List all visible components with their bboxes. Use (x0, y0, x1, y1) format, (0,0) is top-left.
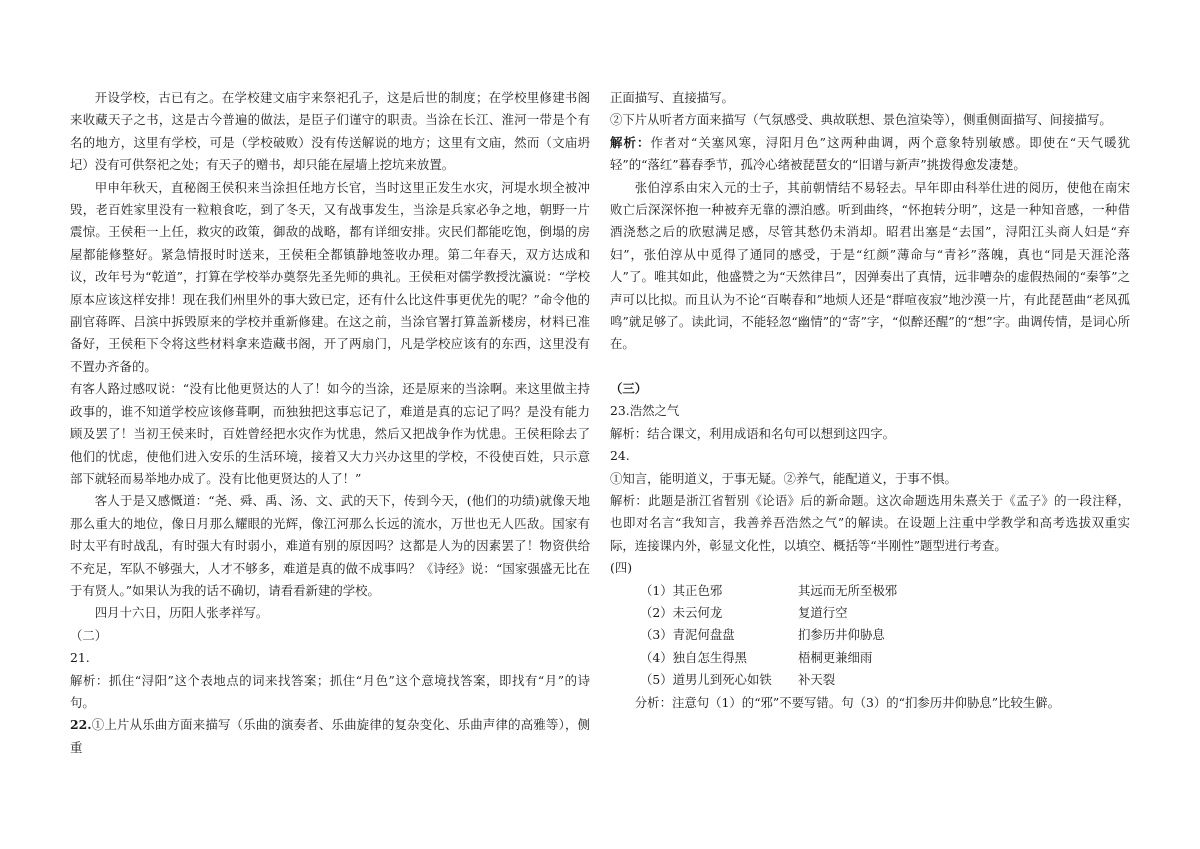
section-2-heading: （二） (70, 627, 108, 643)
fill-blank-answer: 其远而无所至极邪 (798, 582, 898, 598)
question-21-number: 21. (70, 650, 90, 666)
translation-signature: 四月十六日，历阳人张孝祥写。 (94, 605, 269, 621)
fill-blank-answer: 梧桐更兼细雨 (798, 649, 873, 665)
question-24-analysis: 解析：此题是浙江省暂别《论语》后的新命题。这次命题选用朱熹关于《孟子》的一段注释，也即对名言“我知言，我善养吾浩然之气”的解读。在设题上注重中学教学和高考选拔双重实际，连接课内外，彰显文化性，以填空、概括等“半刚性”题型进行考查。 (610, 492, 1130, 553)
translation-para-3: 有客人路过感叹说：“没有比他更贤达的人了！如今的当涂，还是原来的当涂啊。来这里做主持政事的，谁不知道学校应该修葺啊，而独独把这事忘记了，难道是真的忘记了吗？是没有能力顾及罢了！当初王侯来时，百姓曾经把水灾作为忧患，然后又把战争作为忧患。王侯秬除去了他们的忧虑，使他们进入安乐的生活环境，接着又大力兴办这里的学校，不役使百姓，只示意部下就轻而易举地办成了。没有比他更贤达的人了！” (70, 381, 590, 486)
question-24-number: 24. (610, 448, 630, 464)
translation-para-4: 客人于是又感慨道：“尧、舜、禹、汤、文、武的天下，传到今天，(他们的功绩)就像天地那么重大的地位，像日月那么耀眼的光辉，像江河那么长远的流水，万世也无人匹敌。国家有时太平有时战乱，有时强大有时弱小，难道有别的原因吗？这都是人为的因素罢了！物资供给不充足，军队不够强大，人才不够多，难道是真的做不成事吗？《诗经》说：“国家强盛无比在于有贤人。”如果认为我的话不确切，请看看新建的学校。 (70, 493, 590, 598)
fill-blank-answer: 扪参历井仰胁息 (798, 627, 885, 643)
left-column (70, 87, 590, 759)
question-22-number: 22. (70, 717, 92, 733)
question-23-answer: 23.浩然之气 (610, 403, 680, 419)
fill-blank-prompt: （5）道男儿到死心如铁 (640, 672, 772, 688)
spacer (610, 356, 1130, 378)
fill-blank-prompt: （2）未云何龙 (640, 604, 723, 620)
section-3-heading: （三） (610, 380, 648, 396)
question-22-analysis (610, 132, 1130, 177)
question-22-answer-2: ②下片从听者方面来描写（气氛感受、典故联想、景色渲染等），侧重侧面描写、间接描写。 (610, 112, 1112, 128)
fill-blank-answer: 补天裂 (798, 672, 836, 688)
fill-blank-item (610, 669, 1130, 691)
translation-para-2: 甲申年秋天，直秘阁王侯积来当涂担任地方长官，当时这里正发生水灾，河堤水坝全被冲毁，老百姓家里没有一粒粮食吃，到了冬天，又有战事发生，当涂是兵家必争之地，朝野一片震惊。王侯秬一上任，救灾的政策，御敌的战略，都有详细安排。灾民们都能吃饱，倒塌的房屋都能修整好。紧急情报时时送来，王侯秬全都镇静地签收办理。第二年春天，双方达成和议，改年号为“乾道”，打算在学校举办奠祭先圣先师的典礼。王侯秬对儒学教授沈瀛说：“学校原本应该这样安排！现在我们州里外的事大致已定，还有什么比这件事更优先的呢？”命令他的副官蒋晖、吕滨中拆毁原来的学校并重新修建。在这之前，当涂官署打算盖新楼房，材料已准备好，王侯秬下令将这些材料拿来造藏书阁，开了两扇门，凡是学校应该有的东西，这里没有不置办齐备的。 (70, 179, 590, 374)
section-4-heading: (四) (610, 560, 633, 576)
question-22-analysis-2: 张伯淳系由宋入元的士子，其前朝情结不易轻去。早年即由科举仕进的阅历，使他在南宋败亡后深深怀抱一种被弃无靠的漂泊感。听到曲终，“怀抱转分明”，这是一种知音感，一种借酒浇愁之后的欣慰满足感，尽管其愁仍未消却。昭君出塞是“去国”，浔阳江头商人妇是“弃妇”，张伯淳从中觅得了通同的感受，于是“红颜”薄命与“青衫”落魄，真也“同是天涯沦落人”了。唯其如此，他盛赞之为“天然律吕”，因弹奏出了真情，远非嘈杂的虚假热闹的“秦筝”之声可以比拟。而且认为不论“百啭春和”地烦人还是“群喧夜寂”地沙漠一片，有此琵琶曲“老凤孤鸣”就足够了。读此词，不能轻忽“幽情”的“寄”字，“似醉还醒”的“想”字。曲调传情，是词心所在。 (610, 179, 1130, 352)
fill-blank-prompt: （3）青泥何盘盘 (640, 627, 735, 643)
question-22-answer-1 (70, 714, 590, 759)
question-21-analysis: 解析：抓住“浔阳”这个表地点的词来找答案；抓住“月色”这个意境找答案，即找有“月”的诗句。 (70, 672, 590, 710)
analysis-label: 解析： (610, 134, 651, 150)
fill-blank-prompt: （1）其正色邪 (640, 582, 723, 598)
translation-para-1: 开设学校，古已有之。在学校建文庙宇来祭祀孔子，这是后世的制度；在学校里修建书阁来收藏天子之书，这是古今普遍的做法，是臣子们谨守的职责。当涂在长江、淮河一带是个有名的地方，这里有学校，可是（学校破败）没有传送解说的地方；这里有文庙，然而（文庙坍圮）没有可供祭祀之处；有天子的赠书，却只能在屋墙上挖坑来放置。 (70, 90, 590, 173)
fill-blank-item (610, 624, 1130, 646)
fill-blank-prompt: （4）独自怎生得黑 (640, 649, 748, 665)
question-24-answer: ①知言，能明道义，于事无疑。②养气，能配道义，于事不惧。 (610, 470, 957, 486)
question-22-answer-1-cont: 正面描写、直接描写。 (610, 90, 734, 105)
fill-blank-answer: 复道行空 (798, 604, 848, 620)
question-22-answer-1-text: ①上片从乐曲方面来描写（乐曲的演奏者、乐曲旋律的复杂变化、乐曲声律的高雅等），侧重 (70, 717, 590, 755)
question-22-analysis-text: 作者对“关塞风寒，浔阳月色”这两种曲调，两个意象特别敏感。即使在“天气暖犹轻”的“落红”暮春季节，孤冷心绪被琵琶女的“旧谱与新声”挑拨得愈发凄楚。 (610, 134, 1130, 173)
question-23-analysis: 解析：结合课文，利用成语和名句可以想到这四字。 (610, 425, 895, 441)
fill-blank-item (610, 580, 1130, 602)
fill-blank-item (610, 647, 1130, 669)
fill-blank-item (610, 602, 1130, 624)
right-column (610, 87, 1130, 714)
section-4-note: 分析：注意句（1）的“邪”不要写错。句（3）的“扪参历井仰胁息”比较生僻。 (634, 694, 1061, 710)
